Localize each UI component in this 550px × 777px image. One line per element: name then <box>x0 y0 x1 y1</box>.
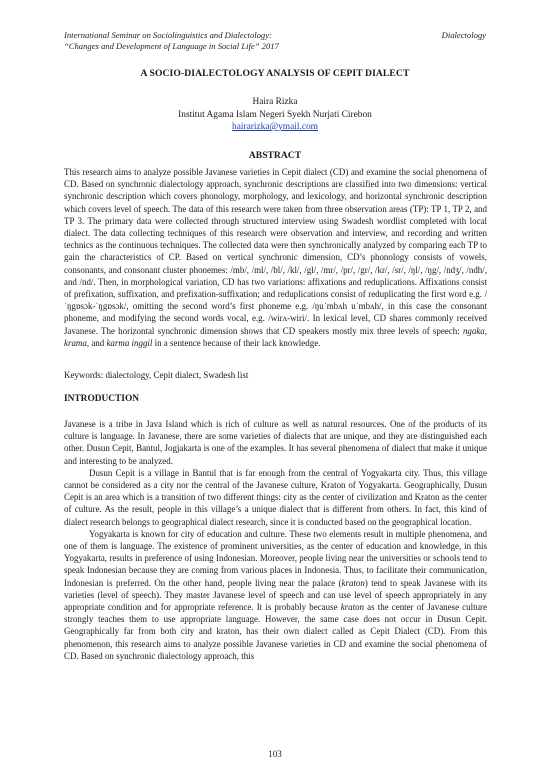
speech-level-karma-inggil: karma inggil <box>106 337 153 348</box>
introduction-body <box>64 418 487 662</box>
author-block <box>0 96 550 134</box>
abstract-body <box>64 166 487 349</box>
intro-p3-part-a: Yogyakarta is known for city of education and culture. These two elements result in multiple phenomena, and one of them is language. The existence of prominent universities, as the center of education and knowledge, in this Yogyakarta, results in preference of using Indonesian. Moreover, people living near the universities or schools tend to speak Indonesian because they are coming from various places in Indonesia. Thus, to facilitate their communication, Indonesian is preferred. On the other hand, people living near the palace ( <box>64 528 487 588</box>
separator: , and <box>86 337 107 348</box>
introduction-heading: INTRODUCTION <box>64 394 140 404</box>
intro-paragraph-1: Javanese is a tribe in Java Island which is rich of culture as well as natural resources. One of the products of its culture is language. In Javanese, there are some varieties of dialects that are unique, and they are distinguished each other. Dusun Cepit, Bantul, Jogjakarta is one of the examples. It has several phenomena of dialect that make it unique and interesting to be analyzed. <box>64 419 487 466</box>
speech-level-krama: krama <box>64 337 87 348</box>
intro-paragraph-2: Dusun Cepit is a village in Bantul that is far enough from the central of Yogyakarta city. Thus, this village cannot be considered as a city nor the central of the Javanese culture, Kraton of Yogyakarta. Geographically, Dusun Cepit is an area which is a transition of two different things: city as the center of civilization and Kraton as the center of culture. As the result, people in this village’s a unique dialect that is different from others. In fact, this kind of dialect research belongs to geographical dialect research, since it is conducted based on the geographical location. <box>64 467 487 527</box>
journal-name: International Seminar on Sociolinguistics and Dialectology: <box>64 30 272 40</box>
abstract-tail: in a sentence because of their lack knowledge. <box>152 337 321 348</box>
section-label: Dialectology <box>441 30 486 40</box>
abstract-text: This research aims to analyze possible Javanese varieties in Cepit dialect (CD) and examine the social phenomena of CD. Based on synchronic dialectology approach, synchronic descriptions are classified into two dimensions: vertical synchronic description which covers phonology, morphology, and lexicology, and horizontal synchronic description which covers level of speech. The data of this research were taken from three observation areas (TP): TP 1, TP 2, and TP 3. The primary data were collected through structured interview using Swadesh wordlist completed with local dialect. The data collecting techniques of this research were observation and interview, and recording and written technics as the continuous techniques. The collected data were then synchronically analyzed by comparing each TP to gain the characteristics of CP. Based on vertical synchronic dimension, CD’s phonology consists of vowels, consonants, and consonant cluster phonemes: /mb/, /ml/, /bl/, /kl/, /gl/, /mr/, /pr/, /gr/, /kr/, /sr/, /ŋl/, /ŋg/, /ndʒ/, /ndh/, and /nd/. Then, in morphological variation, CD has two variations: affixations and reduplications. Affixations consist of prefixation, suffixation, and prefixation-suffixation; and reduplications consist of reduplicating the first word e.g. /ˈŋgɒsɔk-ˈŋgɒsɔk/, omitting the second word’s first phoneme e.g. /ŋuˈmbʌh uˈmbʌh/, in this case the consonant phoneme, and modifying the second words vocal, e.g. /wirʌ-wiri/. In lexical level, CD shares commonly received Javanese. The horizontal synchronic dimension shows that CD speakers mostly mix three levels of speech: <box>64 167 487 336</box>
page-number: 103 <box>268 749 282 759</box>
intro-paragraph-3 <box>64 528 487 662</box>
separator: , <box>484 325 488 336</box>
intro-p3-part-b: ) tend to speak Javanese with its varieties (level of speech). They master Javanese level of speech and can use level of speech appropriately in any appropriate condition and for appropriate reference. It is probably because <box>64 577 487 613</box>
author-affiliation: Institut Agama Islam Negeri Syekh Nurjati Cirebon <box>178 109 372 120</box>
author-name: Haira Rizka <box>252 97 298 107</box>
keywords-line: Keywords: dialectology, Cepit dialect, Swadesh list <box>64 370 249 380</box>
paper-title: A SOCIO-DIALECTOLOGY ANALYSIS OF CEPIT DIALECT <box>140 68 410 79</box>
speech-level-ngaka: ngaka <box>462 325 485 336</box>
intro-p3-part-c: as the center of Javanese culture strongly teaches them to use appropriate language. However, the same case does not occur in Dusun Cepit. Geographically far from both city and kraton, has their own dialect called as Cepit Dialect (CD). From this phenomenon, this research aims to analyze possible Javanese varieties in CD and examine the social phenomena of CD. Based on synchronic dialectology approach, this <box>64 602 487 661</box>
kraton-term: kraton <box>340 602 365 613</box>
author-email-link[interactable]: hairarizka@ymail.com <box>232 122 318 133</box>
seminar-theme: “Changes and Development of Language in Social Life” 2017 <box>64 41 279 51</box>
running-header <box>64 30 486 52</box>
kraton-term: kraton <box>341 577 365 588</box>
abstract-heading: ABSTRACT <box>248 150 302 161</box>
